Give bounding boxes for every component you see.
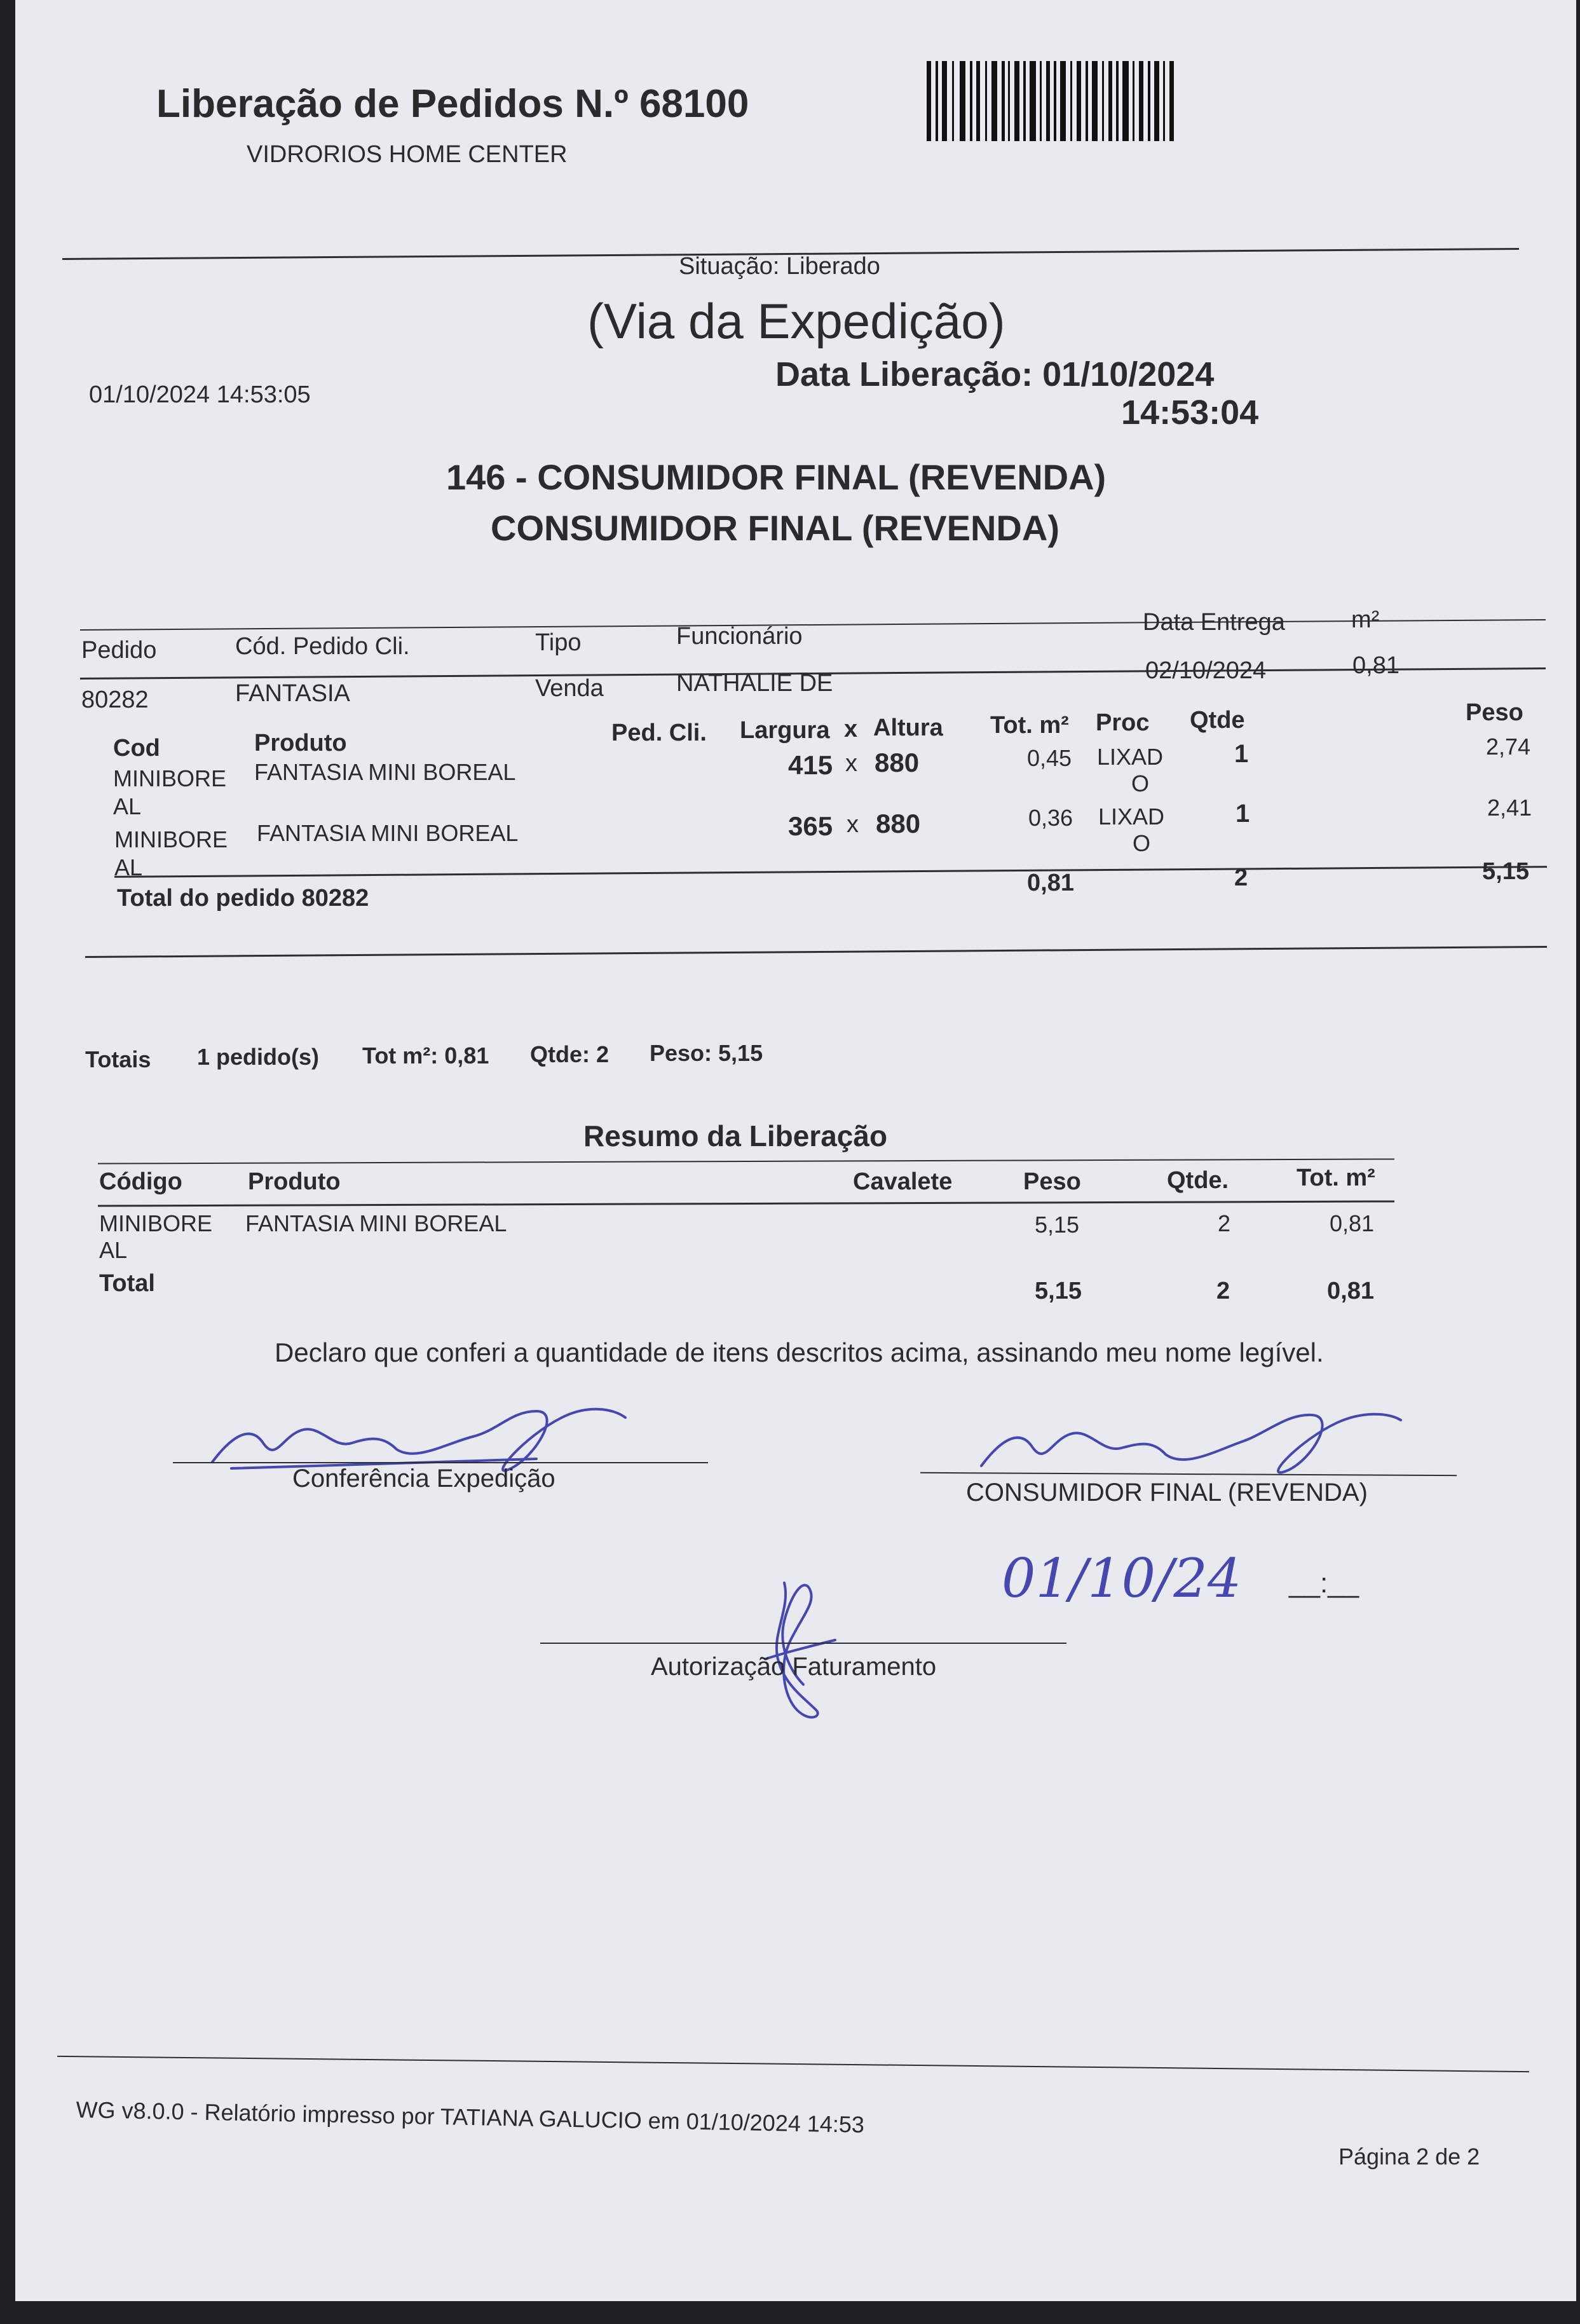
items-col-peso: Peso (1466, 699, 1523, 726)
cliente-label: CONSUMIDOR FINAL (REVENDA) (966, 1479, 1368, 1507)
resumo-codigo: MINIBORE (99, 1210, 213, 1236)
item-proc-cont: O (1131, 770, 1150, 796)
val-data-entrega: 02/10/2024 (1145, 657, 1267, 684)
col-m2-label: m² (1351, 606, 1380, 633)
item-largura: 365 (788, 811, 833, 841)
barcode (927, 61, 1181, 142)
item-cod-cont: AL (114, 854, 143, 880)
resumo-total-label: Total (99, 1270, 155, 1297)
declaration-text: Declaro que conferi a quantidade de itens descritos acima, assinando meu nome legível. (275, 1337, 1324, 1367)
totais-label: Totais (85, 1046, 151, 1072)
val-m2: 0,81 (1352, 652, 1400, 679)
col-tipo-label: Tipo (535, 629, 582, 656)
resumo-total-tot-m2: 0,81 (1327, 1278, 1374, 1304)
col-funcionario-label: Funcionário (676, 623, 803, 650)
items-col-cod: Cod (113, 735, 160, 762)
resumo-top-line (98, 1158, 1394, 1164)
document-title: Liberação de Pedidos N.º 68100 (156, 82, 749, 126)
printed-datetime: 01/10/2024 14:53:05 (89, 381, 311, 408)
col-data-entrega-label: Data Entrega (1143, 609, 1285, 636)
footer-page: Página 2 de 2 (1338, 2143, 1480, 2170)
resumo-col-produto: Produto (248, 1168, 341, 1195)
item-qtde: 1 (1234, 740, 1249, 768)
conferencia-signature-line (173, 1462, 708, 1463)
item-x: x (845, 750, 857, 777)
time-blank: __:__ (1289, 1568, 1359, 1599)
items-col-largura: Largura (740, 717, 830, 744)
totais-qtde: Qtde: 2 (530, 1041, 610, 1067)
col-pedido-label: Pedido (81, 637, 157, 664)
autorizacao-signature-line (540, 1643, 1066, 1644)
item-proc: LIXAD (1098, 803, 1165, 830)
situacao-label: Situação: Liberado (679, 253, 880, 280)
handwritten-date: 01/10/24 (1002, 1547, 1242, 1610)
item-altura: 880 (876, 809, 921, 838)
order-total-peso: 5,15 (1482, 858, 1529, 885)
resumo-col-tot-m2: Tot. m² (1297, 1165, 1375, 1191)
resumo-col-qtde: Qtde. (1167, 1167, 1229, 1194)
resumo-peso: 5,15 (1035, 1212, 1080, 1238)
resumo-col-codigo: Código (99, 1168, 182, 1195)
data-liberacao-time: 14:53:04 (1121, 393, 1259, 432)
val-pedido: 80282 (81, 687, 149, 713)
order-total-qtde: 2 (1234, 865, 1248, 891)
item-proc: LIXAD (1097, 744, 1164, 770)
client-name-line1: 146 - CONSUMIDOR FINAL (REVENDA) (446, 457, 1107, 497)
val-tipo: Venda (535, 675, 604, 702)
conferencia-label: Conferência Expedição (292, 1465, 555, 1493)
items-col-proc: Proc (1096, 709, 1150, 736)
resumo-produto: FANTASIA MINI BOREAL (245, 1210, 507, 1236)
autorizacao-signature (746, 1570, 848, 1723)
totais-peso: Peso: 5,15 (650, 1040, 763, 1066)
document-page (15, 0, 1576, 2301)
item-altura: 880 (875, 748, 920, 777)
items-total-line (114, 866, 1547, 878)
footer-printed-by: WG v8.0.0 - Relatório impresso por TATIANA GALUCIO em 01/10/2024 14:53 (76, 2096, 865, 2138)
item-largura: 415 (788, 750, 833, 780)
order-header-top-line (80, 619, 1546, 631)
col-cod-pedido-cli-label: Cód. Pedido Cli. (235, 633, 410, 660)
items-col-tot-m2: Tot. m² (990, 712, 1069, 739)
company-name: VIDRORIOS HOME CENTER (247, 141, 568, 168)
item-cod: MINIBORE (113, 765, 227, 791)
items-col-x: x (844, 716, 858, 742)
resumo-title: Resumo da Liberação (583, 1119, 888, 1152)
items-col-altura: Altura (873, 714, 943, 741)
client-name-line2: CONSUMIDOR FINAL (REVENDA) (491, 508, 1059, 548)
footer-divider (57, 2056, 1529, 2072)
item-cod-cont: AL (113, 793, 142, 819)
resumo-header-line (98, 1200, 1394, 1206)
item-peso: 2,41 (1487, 795, 1532, 821)
item-tot-m2: 0,36 (1028, 805, 1073, 831)
val-cod-pedido-cli: FANTASIA (235, 680, 350, 707)
item-tot-m2: 0,45 (1027, 745, 1072, 771)
resumo-total-peso: 5,15 (1035, 1278, 1082, 1304)
item-qtde: 1 (1236, 800, 1250, 828)
item-proc-cont: O (1133, 830, 1151, 856)
val-funcionario: NATHALIE DE (676, 670, 833, 697)
resumo-col-peso: Peso (1023, 1168, 1081, 1195)
items-col-qtde: Qtde (1190, 707, 1245, 734)
autorizacao-label: Autorização Faturamento (651, 1653, 937, 1681)
order-total-label: Total do pedido 80282 (117, 885, 369, 912)
item-produto: FANTASIA MINI BOREAL (257, 820, 519, 846)
items-col-produto: Produto (254, 730, 347, 756)
item-peso: 2,74 (1486, 734, 1531, 760)
data-liberacao: Data Liberação: 01/10/2024 (775, 355, 1215, 393)
totais-pedidos: 1 pedido(s) (197, 1044, 320, 1070)
order-total-m2: 0,81 (1027, 870, 1074, 896)
resumo-tot-m2: 0,81 (1330, 1210, 1375, 1236)
resumo-total-qtde: 2 (1216, 1278, 1230, 1304)
item-x: x (847, 811, 859, 838)
resumo-col-cavalete: Cavalete (853, 1168, 953, 1195)
totais-tot-m2: Tot m²: 0,81 (362, 1042, 489, 1069)
items-col-ped-cli: Ped. Cli. (611, 720, 707, 746)
resumo-qtde: 2 (1218, 1210, 1231, 1236)
item-produto: FANTASIA MINI BOREAL (254, 759, 516, 785)
item-cod: MINIBORE (114, 826, 228, 852)
resumo-codigo-cont: AL (99, 1237, 128, 1263)
via-label: (Via da Expedição) (587, 293, 1005, 349)
items-end-line (85, 946, 1547, 958)
